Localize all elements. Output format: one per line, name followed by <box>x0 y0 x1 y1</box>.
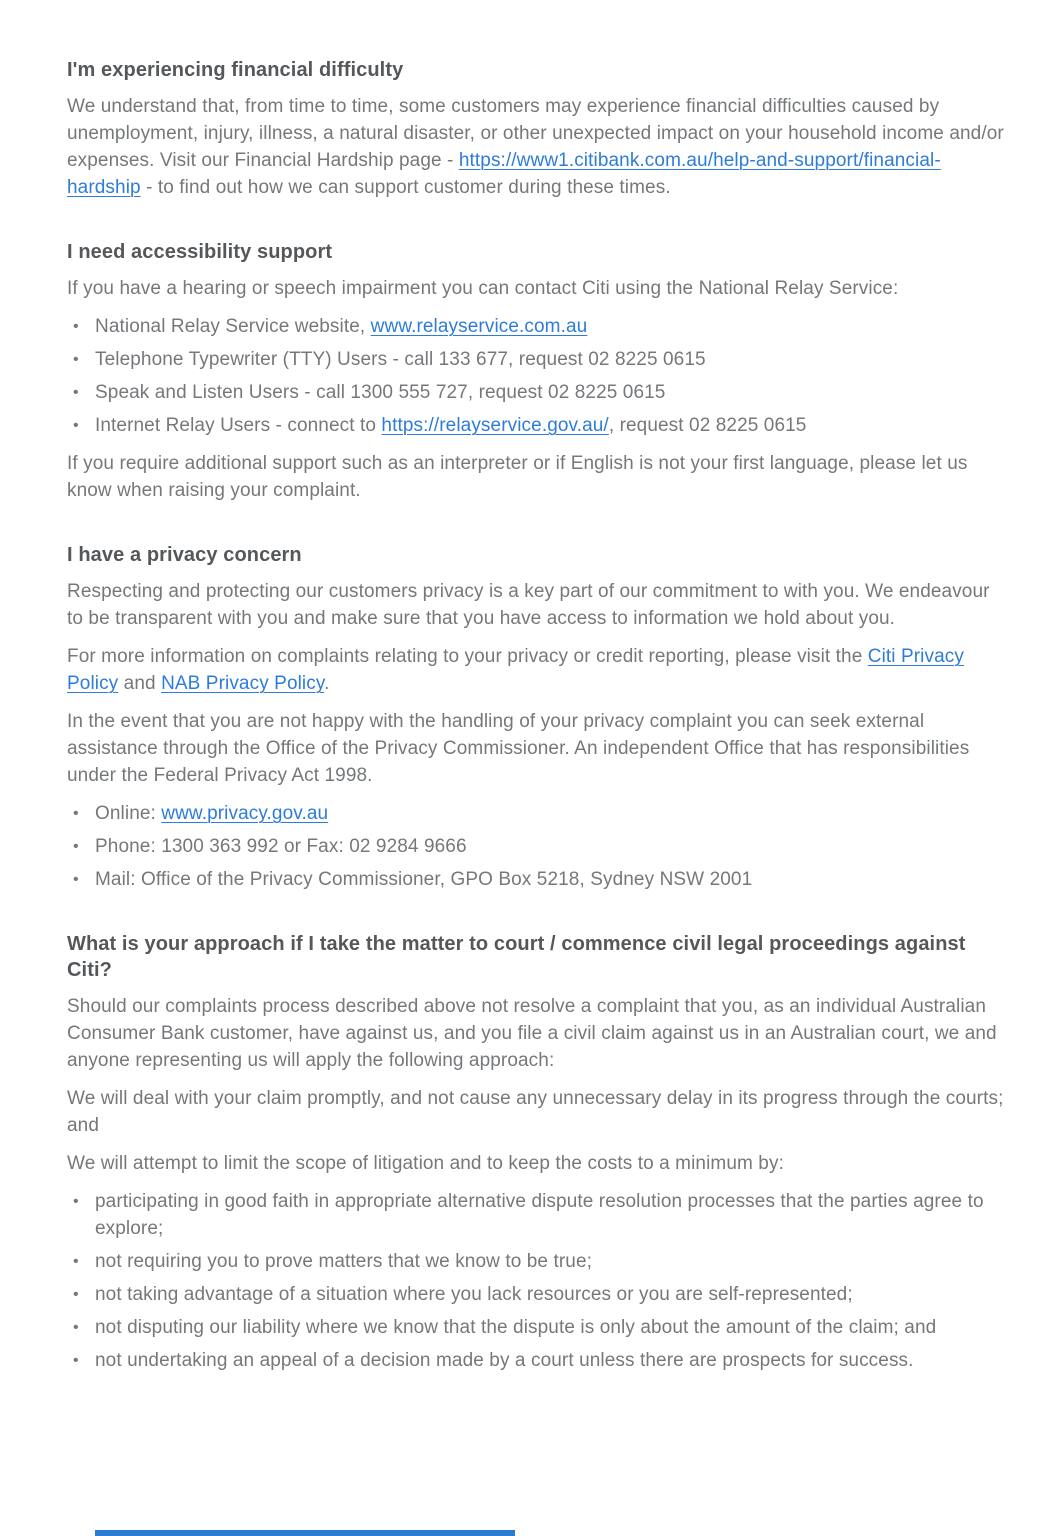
text-run: Internet Relay Users - connect to <box>95 415 382 436</box>
text-run: and <box>118 673 162 694</box>
section-heading-accessibility-support: I need accessibility support <box>67 241 333 263</box>
list-item <box>67 1188 1005 1242</box>
list-item <box>67 866 1005 893</box>
text-run: We will attempt to limit the scope of litigation and to keep the costs to a minimum by: <box>67 1153 784 1174</box>
paragraph <box>67 643 1005 697</box>
text-run: We understand that, from time to time, some customers may experience financial difficulties caused by unemployment, injury, illness, a natural disaster, or other unexpected impact on your household income and/or expenses. Visit our Financial Hardship page - <box>67 96 1004 171</box>
text-run: not disputing our liability where we know that the dispute is only about the amount of the claim; and <box>95 1317 937 1338</box>
text-run: If you require additional support such as an interpreter or if English is not your first language, please let us know when raising your complaint. <box>67 453 968 501</box>
citi-privacy-policy-link[interactable]: Citi Privacy Policy <box>67 646 964 694</box>
text-run: Should our complaints process described above not resolve a complaint that you, as an individual Australian Consumer Bank customer, have against us, and you file a civil claim against us in an Australian court, we and anyone representing us will apply the following approach: <box>67 996 997 1071</box>
paragraph <box>67 708 1005 789</box>
text-run: If you have a hearing or speech impairment you can contact Citi using the National Relay Service: <box>67 278 899 299</box>
bullet-icon: • <box>73 871 79 888</box>
paragraph <box>67 1085 1005 1139</box>
text-run: , request 02 8225 0615 <box>608 415 807 436</box>
bullet-icon: • <box>73 805 79 822</box>
text-run: . <box>324 673 330 694</box>
list-item <box>67 412 1005 439</box>
bullet-icon: • <box>73 1319 79 1336</box>
text-run: not taking advantage of a situation where you lack resources or you are self-represented; <box>95 1284 853 1305</box>
bullet-icon: • <box>73 1253 79 1270</box>
internet-relay-link[interactable]: https://relayservice.gov.au/ <box>381 415 609 436</box>
list-item <box>67 1347 1005 1374</box>
text-run: Speak and Listen Users - call 1300 555 727, request 02 8225 0615 <box>95 382 666 403</box>
text-run: Mail: Office of the Privacy Commissioner, GPO Box 5218, Sydney NSW 2001 <box>95 869 753 890</box>
list-item <box>67 346 1005 373</box>
list-item <box>67 833 1005 860</box>
section-heading-court-approach: What is your approach if I take the matter to court / commence civil legal proceedings against Citi? <box>67 933 966 981</box>
text-run: Phone: 1300 363 992 or Fax: 02 9284 9666 <box>95 836 467 857</box>
paragraph <box>67 993 1005 1074</box>
text-run: For more information on complaints relating to your privacy or credit reporting, please visit the <box>67 646 868 667</box>
section-heading-financial-difficulty: I'm experiencing financial difficulty <box>67 59 404 81</box>
relay-service-website-link[interactable]: www.relayservice.com.au <box>370 316 588 337</box>
bullet-list <box>67 800 1005 893</box>
paragraph <box>67 1150 1005 1177</box>
list-item <box>67 1248 1005 1275</box>
bullet-icon: • <box>73 1352 79 1369</box>
privacy-gov-link[interactable]: www.privacy.gov.au <box>161 803 329 824</box>
text-run: Respecting and protecting our customers privacy is a key part of our commitment to with you. We endeavour to be transparent with you and make sure that you have access to information we hold about you. <box>67 581 990 629</box>
bullet-list <box>67 1188 1005 1374</box>
bullet-icon: • <box>73 384 79 401</box>
bullet-icon: • <box>73 1193 79 1210</box>
bullet-list <box>67 313 1005 439</box>
text-run: not undertaking an appeal of a decision made by a court unless there are prospects for success. <box>95 1350 914 1371</box>
list-item <box>67 1314 1005 1341</box>
bullet-icon: • <box>73 318 79 335</box>
text-run: Online: <box>95 803 162 824</box>
text-run: - to find out how we can support customer during these times. <box>140 177 671 198</box>
nab-privacy-policy-link[interactable]: NAB Privacy Policy <box>161 673 325 694</box>
paragraph <box>67 578 1005 632</box>
text-run: In the event that you are not happy with the handling of your privacy complaint you can seek external assistance through the Office of the Privacy Commissioner. An independent Office that has responsibilities under the Federal Privacy Act 1998. <box>67 711 970 786</box>
list-item <box>67 379 1005 406</box>
bullet-icon: • <box>73 417 79 434</box>
paragraph <box>67 93 1005 201</box>
list-item <box>67 800 1005 827</box>
section-heading-privacy-concern: I have a privacy concern <box>67 544 302 566</box>
text-run: National Relay Service website, <box>95 316 371 337</box>
list-item <box>67 313 1005 340</box>
paragraph <box>67 450 1005 504</box>
financial-hardship-link[interactable]: https://www1.citibank.com.au/help-and-support/financial-hardship <box>67 150 941 198</box>
paragraph <box>67 275 1005 302</box>
text-run: not requiring you to prove matters that we know to be true; <box>95 1251 592 1272</box>
bullet-icon: • <box>73 1286 79 1303</box>
text-run: Telephone Typewriter (TTY) Users - call 133 677, request 02 8225 0615 <box>95 349 706 370</box>
text-run: participating in good faith in appropriate alternative dispute resolution processes that the parties agree to explore; <box>95 1191 984 1239</box>
list-item <box>67 1281 1005 1308</box>
bullet-icon: • <box>73 351 79 368</box>
text-run: We will deal with your claim promptly, and not cause any unnecessary delay in its progress through the courts; and <box>67 1088 1004 1136</box>
bullet-icon: • <box>73 838 79 855</box>
partial-bottom-band <box>95 1530 515 1536</box>
